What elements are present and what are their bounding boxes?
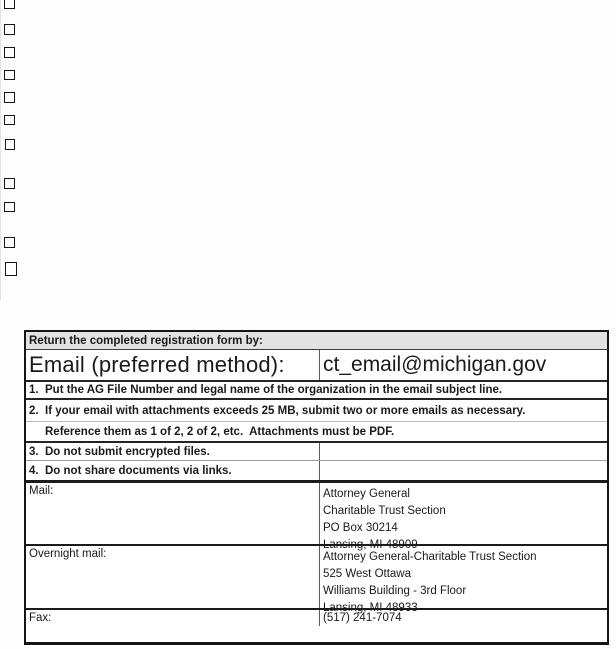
empty-cell <box>320 443 607 460</box>
mail-address <box>323 485 446 554</box>
instruction-text: Reference them as 1 of 2, 2 of 2, etc. Attachments must be PDF. <box>45 425 395 438</box>
fax-row <box>26 608 607 626</box>
checkbox-7[interactable] <box>5 139 15 150</box>
overnight-mail-label: Overnight mail: <box>29 548 107 560</box>
instruction-row-2-continued <box>26 421 607 441</box>
mail-label: Mail: <box>29 485 54 497</box>
checkbox-5[interactable] <box>4 92 15 103</box>
address-line: Attorney General <box>323 488 410 500</box>
instruction-row-4 <box>26 460 607 480</box>
checkbox-3[interactable] <box>4 47 15 58</box>
checkbox-1[interactable] <box>4 0 15 9</box>
table-header-row <box>26 332 607 349</box>
fax-label: Fax: <box>29 612 52 624</box>
checkbox-6[interactable] <box>4 115 15 125</box>
instruction-number: 2. <box>29 404 39 417</box>
checkbox-2[interactable] <box>4 24 15 35</box>
address-line: Attorney General-Charitable Trust Section <box>323 551 537 563</box>
address-line: Lansing, MI 48933 <box>323 602 418 614</box>
email-address-value: ct_email@michigan.gov <box>323 353 547 376</box>
checkbox-4[interactable] <box>4 70 15 80</box>
checkbox-9[interactable] <box>4 202 15 212</box>
email-method-label: Email (preferred method): <box>29 352 285 377</box>
overnight-mail-row <box>26 544 607 614</box>
instruction-text: Do not share documents via links. <box>45 464 232 477</box>
instruction-number: 1. <box>29 384 39 396</box>
checkbox-10[interactable] <box>4 237 15 248</box>
instruction-text: Put the AG File Number and legal name of the organization in the email subject line. <box>45 384 503 396</box>
instruction-row-3 <box>26 441 607 460</box>
overnight-mail-address <box>323 548 537 617</box>
instruction-text: Do not submit encrypted files. <box>45 445 210 458</box>
email-row <box>26 349 607 380</box>
address-line: Lansing, MI 48909 <box>323 539 418 551</box>
address-line: Williams Building - 3rd Floor <box>323 585 467 597</box>
address-line: Charitable Trust Section <box>323 505 446 517</box>
instruction-text: If your email with attachments exceeds 25 MB, submit two or more emails as necessary. <box>45 404 526 417</box>
instruction-row-1 <box>26 380 607 398</box>
instruction-number: 3. <box>29 445 39 458</box>
checkbox-8[interactable] <box>4 178 15 189</box>
address-line: 525 West Ottawa <box>323 568 411 580</box>
instruction-row-2 <box>26 398 607 421</box>
checkbox-11[interactable] <box>5 262 17 276</box>
empty-cell <box>320 461 607 480</box>
scan-edge-line <box>0 0 1 300</box>
instruction-number: 4. <box>29 464 39 477</box>
address-line: PO Box 30214 <box>323 522 398 534</box>
return-form-table <box>24 330 609 645</box>
table-header-label: Return the completed registration form by: <box>29 334 263 347</box>
mail-row <box>26 480 607 551</box>
fax-number: (517) 241-7074 <box>323 612 402 624</box>
